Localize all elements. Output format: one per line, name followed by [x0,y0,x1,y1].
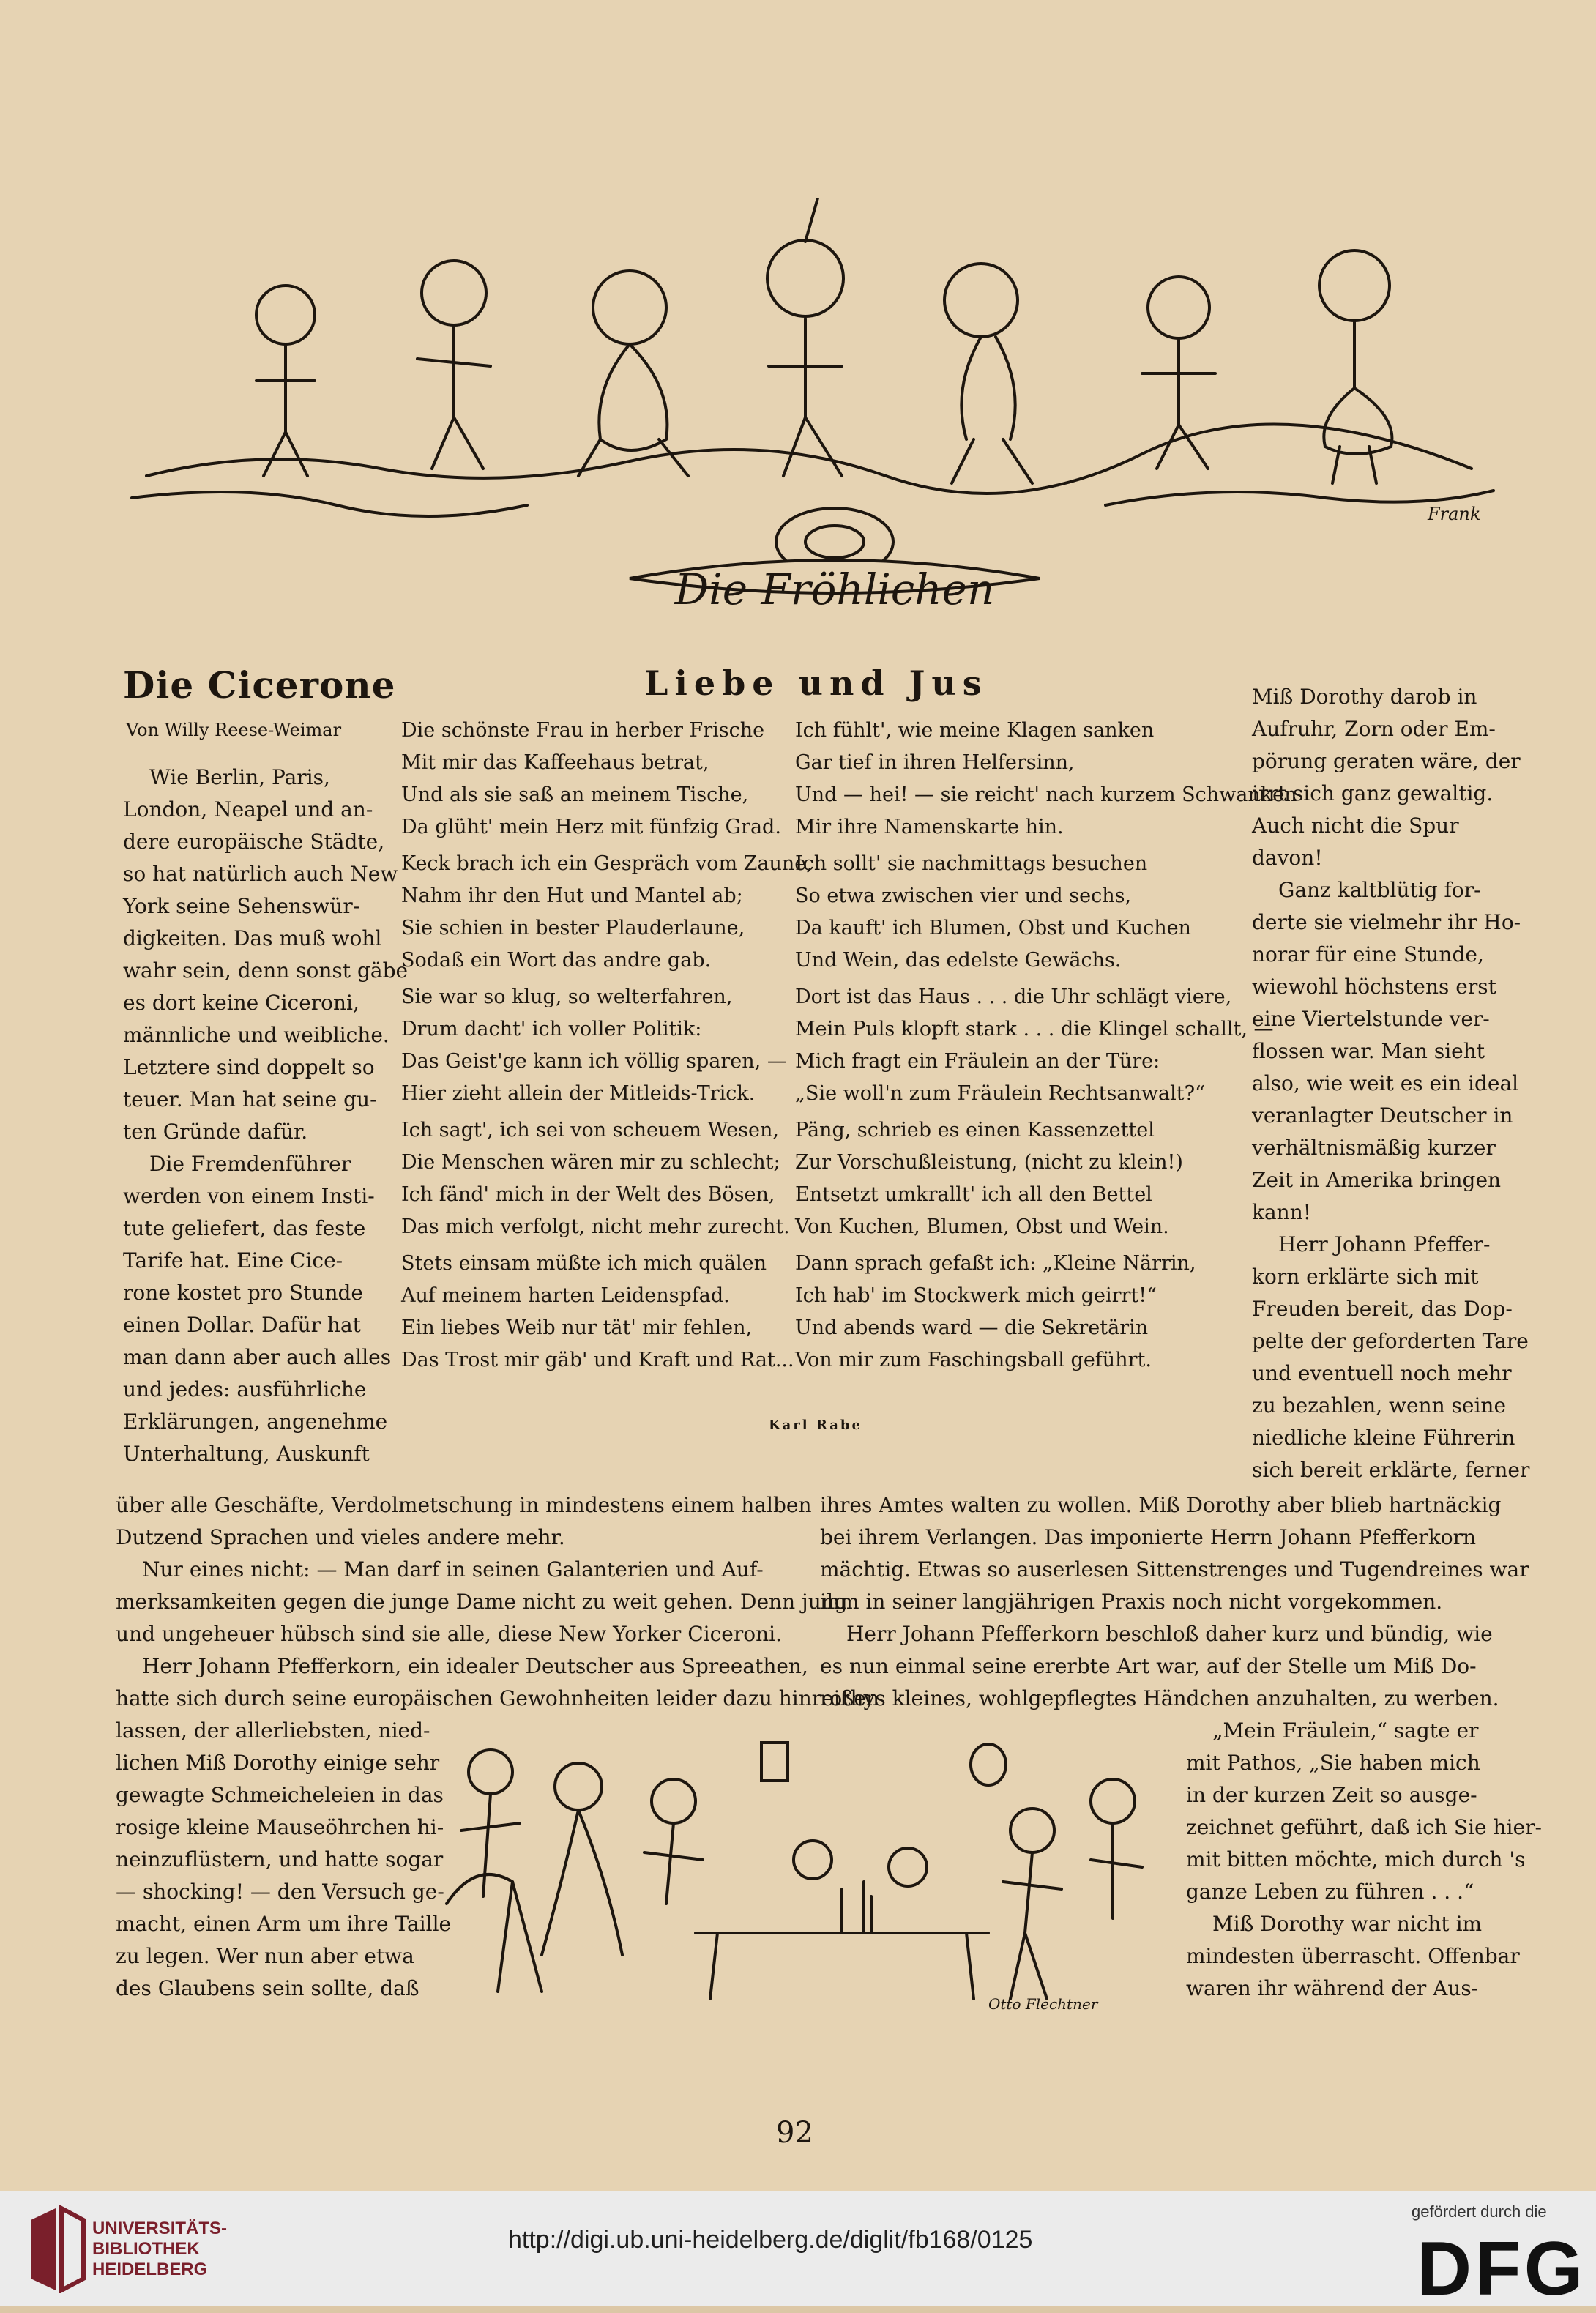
text-line: es nun einmal seine ererbte Art war, auf der Stelle um Miß Do- [820,1654,1477,1678]
institution-line: BIBLIOTHEK [92,2239,200,2259]
text-line: Miß Dorothy darob in [1252,685,1477,709]
text-line: Aufruhr, Zorn oder Em- [1252,717,1496,741]
text-line: tute geliefert, das feste [123,1216,366,1240]
poem-column-right [795,715,1297,1377]
text-line: Wie Berlin, Paris, [149,765,330,789]
text-line: ihres Amtes walten zu wollen. Miß Dorothy aber blieb hartnäckig [820,1493,1502,1517]
text-line: rone kostet pro Stunde [123,1281,363,1305]
poem-line: Dann sprach gefaßt ich: „Kleine Närrin, [795,1252,1196,1275]
text-line: des Glaubens sein sollte, daß [116,1976,419,2000]
poem-line: Ein liebes Weib nur tät' mir fehlen, [401,1316,753,1339]
poem-line: Ich hab' im Stockwerk mich geirrt!“ [795,1284,1157,1307]
institution-line: HEIDELBERG [92,2260,208,2279]
artist-signature: Frank [1428,504,1481,524]
poem-line: Gar tief in ihren Helfersinn, [795,751,1075,774]
text-line: pörung geraten wäre, der [1252,749,1521,773]
text-line: York seine Sehenswür- [123,894,360,918]
article-lower-left-narrow [116,1715,451,2005]
article-title: Die Cicerone [123,663,396,707]
text-line: waren ihr während der Aus- [1186,1976,1479,2000]
poem-line: Ich sollt' sie nachmittags besuchen [795,852,1148,875]
text-line: ihm in seiner langjährigen Praxis noch nicht vorgekommen. [820,1590,1443,1614]
text-line: in der kurzen Zeit so ausge- [1186,1783,1477,1807]
text-line: kann! [1252,1200,1311,1224]
text-line: mächtig. Etwas so auserlesen Sittenstrenges und Tugendreines war [820,1557,1529,1582]
poem-line: Entsetzt umkrallt' ich all den Bettel [795,1183,1152,1206]
poem-line: Mich fragt ein Fräulein an der Türe: [795,1050,1160,1073]
poem-line: Die Menschen wären mir zu schlecht; [401,1151,780,1174]
article-lower-left-block [116,1489,879,1715]
text-line: und ungeheuer hübsch sind sie alle, diese New Yorker Ciceroni. [116,1622,782,1646]
illustration-signature: Otto Flechtner [988,1995,1098,2013]
poem-line: Ich sagt', ich sei von scheuem Wesen, [401,1119,779,1141]
text-line: ten Gründe dafür. [123,1120,308,1144]
poem-line: Drum dacht' ich voller Politik: [401,1018,702,1040]
text-line: pelte der geforderten Tare [1252,1329,1529,1353]
text-line: lassen, der allerliebsten, nied- [116,1718,430,1743]
text-line: ganze Leben zu führen . . .“ [1186,1880,1474,1904]
text-line: merksamkeiten gegen die junge Dame nicht zu weit gehen. Denn jung [116,1590,848,1614]
article-byline: Von Willy Reese-Weimar [126,720,342,740]
text-line: davon! [1252,846,1323,870]
text-line: verhältnismäßig kurzer [1252,1136,1496,1160]
text-line: man dann aber auch alles [123,1345,392,1369]
text-line: „Mein Fräulein,“ sagte er [1212,1718,1479,1743]
text-line: Ganz kaltblütig for- [1278,878,1481,902]
text-line: korn erklärte sich mit [1252,1264,1479,1289]
text-line: Herr Johann Pfefferkorn beschloß daher kurz und bündig, wie [846,1622,1493,1646]
poem-line: Auf meinem harten Leidenspfad. [401,1284,730,1307]
text-line: männliche und weibliche. [123,1023,389,1047]
poem-line: Sie schien in bester Plauderlaune, [401,917,745,939]
article-lower-right-narrow [1186,1715,1542,2005]
text-line: Herr Johann Pfefferkorn, ein idealer Deutscher aus Spreeathen, [142,1654,808,1678]
poem-line: Keck brach ich ein Gespräch vom Zaune, [401,852,813,875]
permalink-url[interactable]: http://digi.ub.uni-heidelberg.de/diglit/fb168/0125 [508,2226,1033,2254]
poem-line: Sie war so klug, so welterfahren, [401,986,733,1008]
text-line: Herr Johann Pfeffer- [1278,1232,1491,1256]
text-line: Auch nicht die Spur [1252,813,1459,838]
text-line: mindesten überrascht. Offenbar [1186,1944,1520,1968]
text-line: veranlagter Deutscher in [1252,1103,1513,1128]
text-line: über alle Geschäfte, Verdolmetschung in mindestens einem halben [116,1493,812,1517]
text-line: Dutzend Sprachen und vieles andere mehr. [116,1525,565,1549]
poem-author: Karl Rabe [769,1418,862,1433]
university-library-logo-icon [26,2205,88,2293]
poem-line: Und — hei! — sie reicht' nach kurzem Schwanken [795,783,1297,806]
text-line: eine Viertelstunde ver- [1252,1007,1490,1031]
text-line: Nur eines nicht: — Man darf in seinen Galanterien und Auf- [142,1557,764,1582]
text-line: wahr sein, denn sonst gäbe [123,958,409,983]
text-line: norar für eine Stunde, [1252,942,1484,966]
funded-by-label: gefördert durch die [1412,2202,1547,2221]
poem-column-left [401,715,813,1377]
text-line: werden von einem Insti- [123,1184,375,1208]
institution-line: UNIVERSITÄTS- [92,2219,228,2238]
poem-line: Mein Puls klopft stark . . . die Klingel schallt, — [795,1018,1274,1040]
text-line: lichen Miß Dorothy einige sehr [116,1751,440,1775]
text-line: Unterhaltung, Auskunft [123,1442,370,1466]
text-line: neinzuflüstern, und hatte sogar [116,1847,444,1871]
article-column-1 [123,761,408,1470]
text-line: Die Fremdenführer [149,1152,351,1176]
text-line: zeichnet geführt, daß ich Sie hier- [1186,1815,1542,1839]
poem-line: Von Kuchen, Blumen, Obst und Wein. [795,1215,1169,1238]
text-line: und jedes: ausführliche [123,1377,367,1401]
text-line: es dort keine Ciceroni, [123,991,359,1015]
text-line: derte sie vielmehr ihr Ho- [1252,910,1521,934]
poem-line: Das Geist'ge kann ich völlig sparen, — [401,1050,787,1073]
text-line: flossen war. Man sieht [1252,1039,1485,1063]
poem-line: Das Trost mir gäb' und Kraft und Rat... [401,1349,794,1371]
poem-line: Mir ihre Namenskarte hin. [795,816,1064,838]
poem-line: Mit mir das Kaffeehaus betrat, [401,751,709,774]
poem-title: Liebe und Jus [644,663,988,703]
institution-name [92,2219,227,2280]
poem-line: Stets einsam müßte ich mich quälen [401,1252,767,1275]
text-line: Miß Dorothy war nicht im [1212,1912,1483,1936]
text-line: und eventuell noch mehr [1252,1361,1512,1385]
vignette-title: Die Fröhlichen [674,565,995,614]
text-line: London, Neapel und an- [123,797,373,822]
text-line: mit Pathos, „Sie haben mich [1186,1751,1480,1775]
text-line: macht, einen Arm um ihre Taille [116,1912,452,1936]
poem-line: Päng, schrieb es einen Kassenzettel [795,1119,1155,1141]
poem-line: Von mir zum Faschingsball geführt. [795,1349,1152,1371]
text-line: Zeit in Amerika bringen [1252,1168,1502,1192]
poem-line: Da kauft' ich Blumen, Obst und Kuchen [795,917,1191,939]
poem-line: Hier zieht allein der Mitleids-Trick. [401,1082,756,1105]
poem-line: Ich fänd' mich in der Welt des Bösen, [401,1183,775,1206]
text-line: also, wie weit es ein ideal [1252,1071,1519,1095]
text-line: bei ihrem Verlangen. Das imponierte Herrn Johann Pfefferkorn [820,1525,1477,1549]
poem-line: Die schönste Frau in herber Frische [401,719,765,742]
text-line: rosige kleine Mauseöhrchen hi- [116,1815,444,1839]
poem-line: Und Wein, das edelste Gewächs. [795,949,1122,972]
text-line: Tarife hat. Eine Cice- [123,1248,343,1273]
dancing-figures-vignette [117,198,1508,637]
text-line: Erklärungen, angenehme [123,1409,388,1434]
poem-line: Und abends ward — die Sekretärin [795,1316,1149,1339]
poem-line: „Sie woll'n zum Fräulein Rechtsanwalt?“ [795,1082,1205,1105]
text-line: gewagte Schmeicheleien in das [116,1783,444,1807]
text-line: sich bereit erklärte, ferner [1252,1458,1530,1482]
text-line: zu bezahlen, wenn seine [1252,1393,1507,1418]
text-line: wiewohl höchstens erst [1252,975,1496,999]
text-line: Letztere sind doppelt so [123,1055,375,1079]
text-line: — shocking! — den Versuch ge- [116,1880,444,1904]
poem-line: Zur Vorschußleistung, (nicht zu klein!) [795,1151,1183,1174]
article-lower-right-block [820,1489,1529,1715]
poem-line: Nahm ihr den Hut und Mantel ab; [401,884,743,907]
dfg-logo: DFG [1417,2227,1586,2312]
text-line: niedliche kleine Führerin [1252,1426,1515,1450]
text-line: rothys kleines, wohlgepflegtes Händchen anzuhalten, zu werben. [820,1686,1499,1710]
page-number: 92 [776,2116,813,2150]
text-line: so hat natürlich auch New [123,862,398,886]
poem-line: Und als sie saß an meinem Tische, [401,783,749,806]
tavern-scene-illustration [432,1713,1179,2014]
poem-line: Sodaß ein Wort das andre gab. [401,949,712,972]
poem-line: So etwa zwischen vier und sechs, [795,884,1132,907]
text-line: hatte sich durch seine europäischen Gewohnheiten leider dazu hinreißen [116,1686,879,1710]
text-line: Freuden bereit, das Dop- [1252,1297,1513,1321]
text-line: teuer. Man hat seine gu- [123,1087,377,1111]
text-line: zu legen. Wer nun aber etwa [116,1944,414,1968]
poem-line: Das mich verfolgt, nicht mehr zurecht. [401,1215,790,1238]
text-line: digkeiten. Das muß wohl [123,926,382,950]
text-line: irrt sich ganz gewaltig. [1252,781,1494,805]
poem-line: Da glüht' mein Herz mit fünfzig Grad. [401,816,781,838]
poem-line: Ich fühlt', wie meine Klagen sanken [795,719,1155,742]
text-line: dere europäische Städte, [123,830,385,854]
text-line: einen Dollar. Dafür hat [123,1313,361,1337]
text-line: mit bitten möchte, mich durch 's [1186,1847,1526,1871]
poem-line: Dort ist das Haus . . . die Uhr schlägt viere, [795,986,1232,1008]
article-column-4 [1252,681,1529,1486]
